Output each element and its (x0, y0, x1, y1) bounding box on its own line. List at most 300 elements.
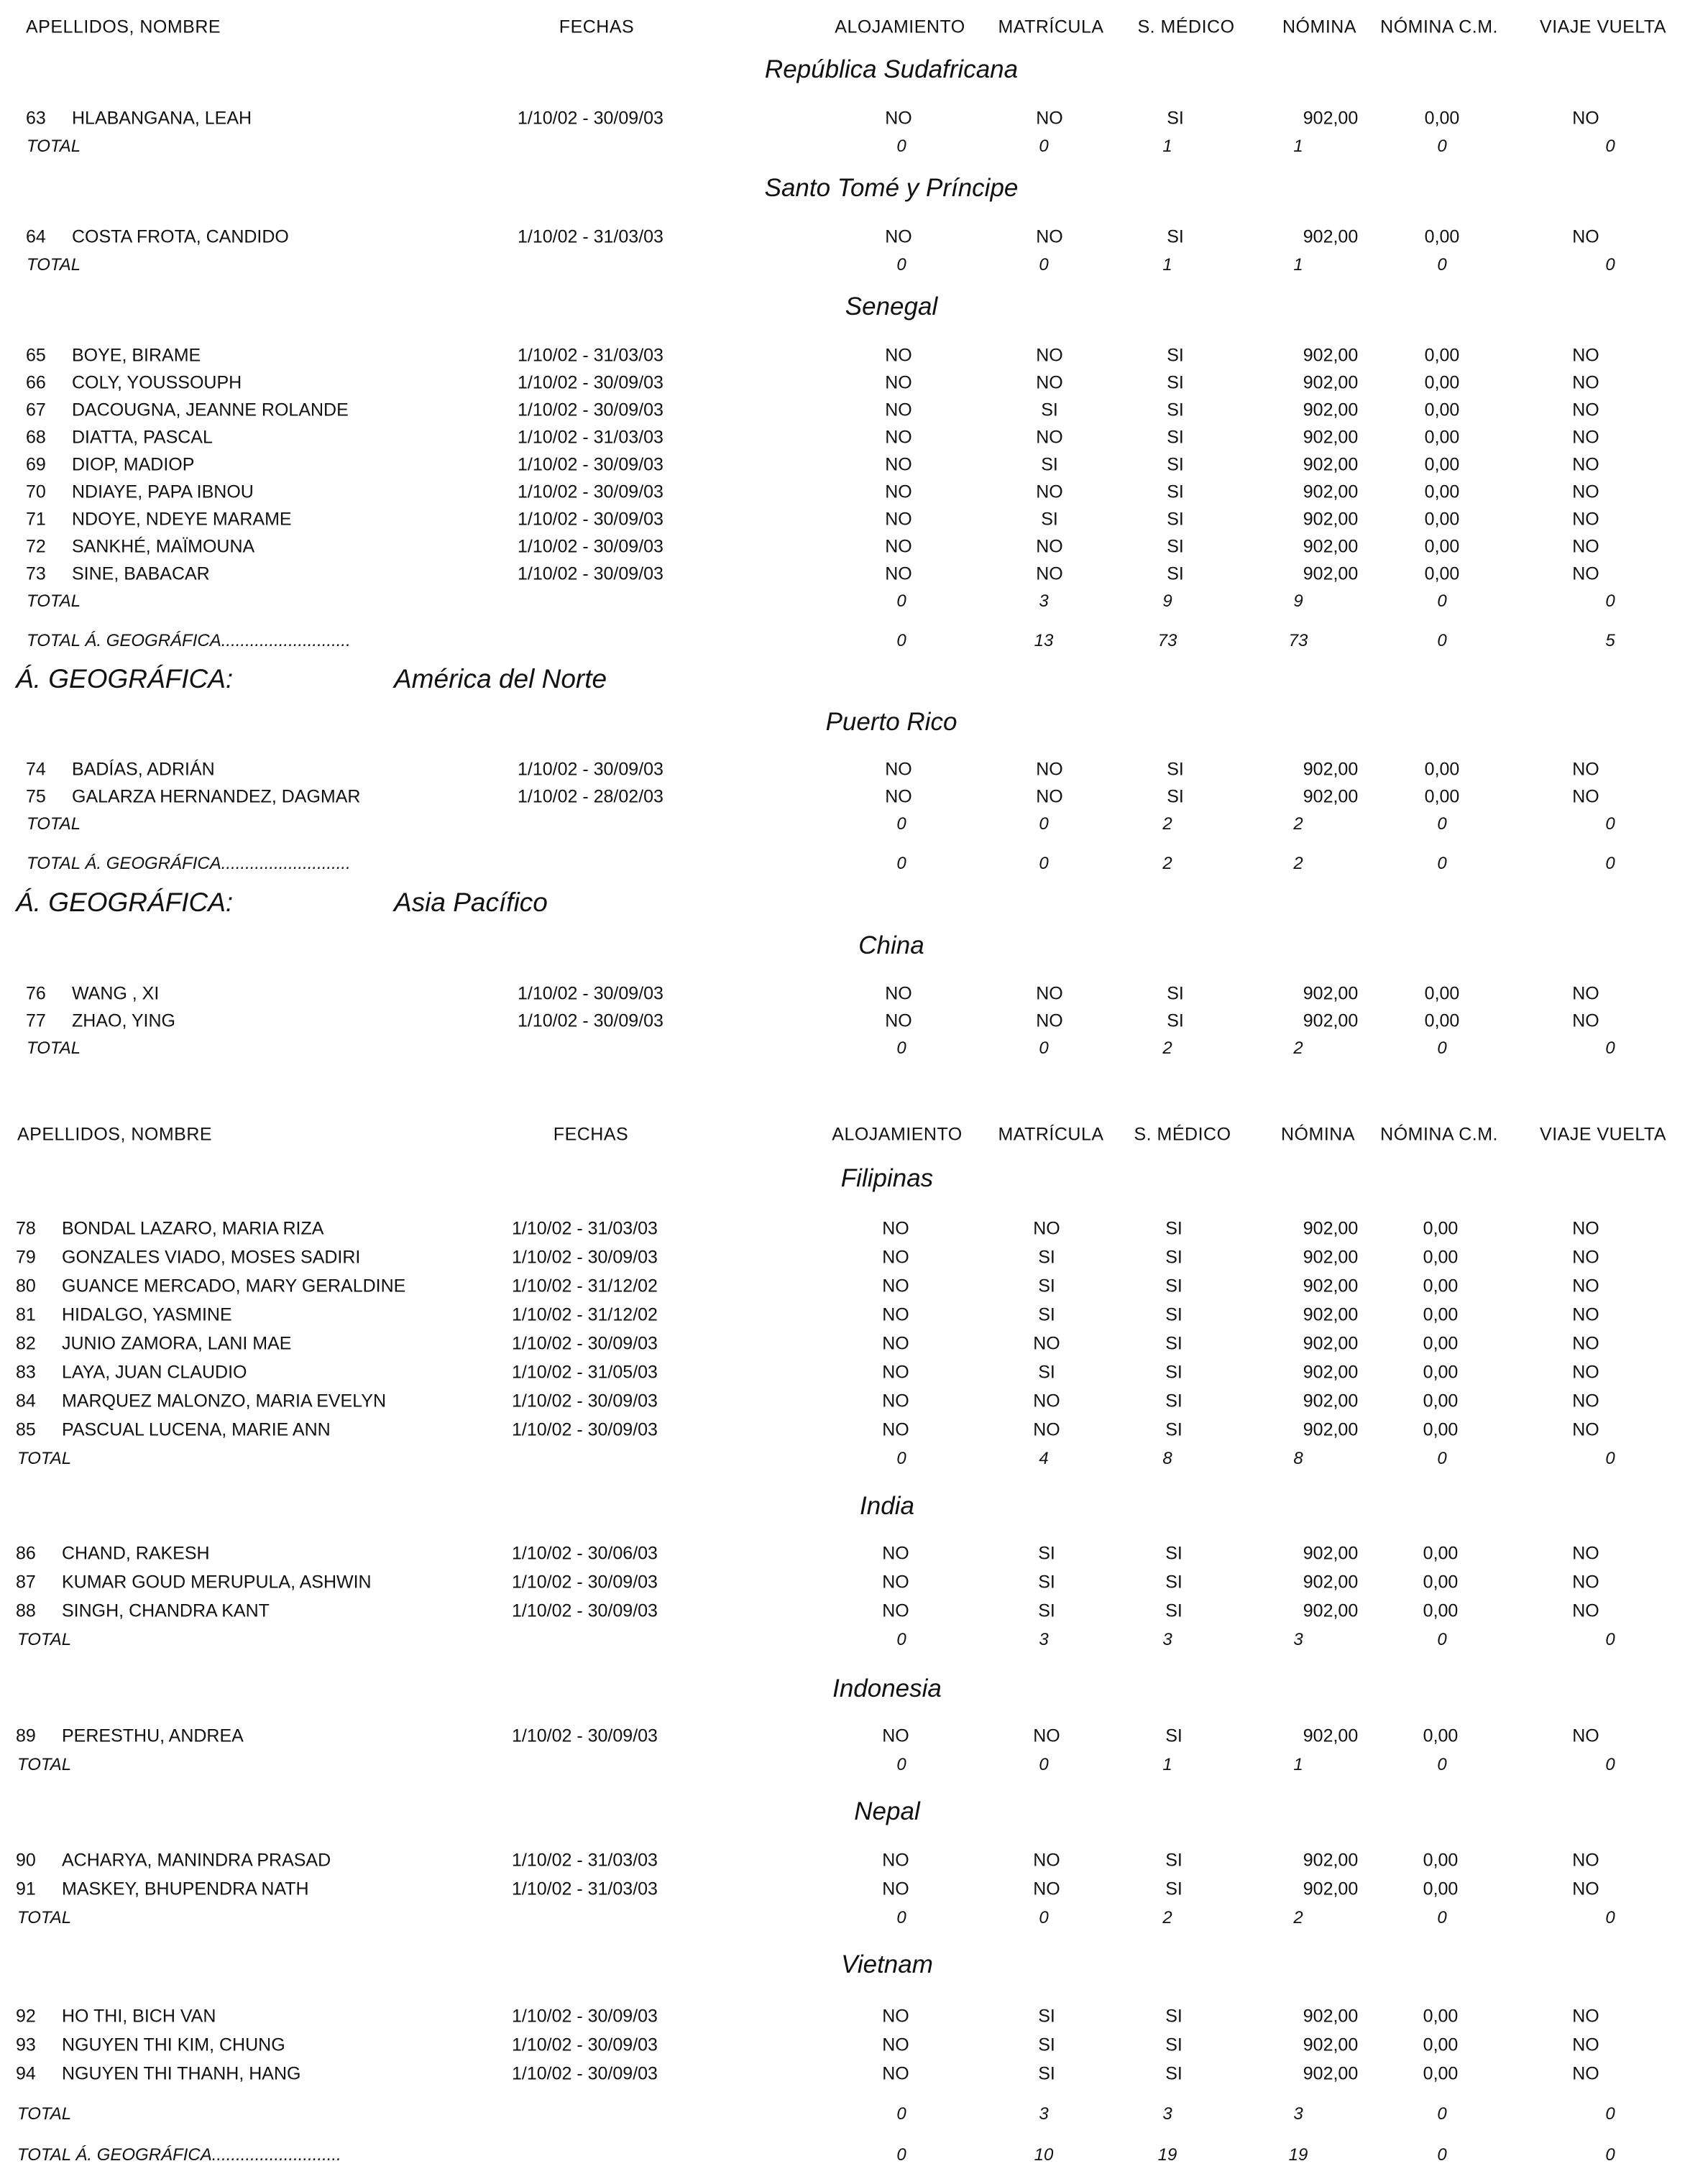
tuition-value: NO (1036, 108, 1063, 129)
medical-value: SI (1165, 1304, 1182, 1325)
return-trip-value: NO (1572, 1543, 1599, 1564)
country-name: India (860, 1492, 914, 1520)
table-row (0, 1597, 1690, 1626)
student-name: ACHARYA, MANINDRA PRASAD (62, 1850, 331, 1871)
country-total-row (0, 132, 1690, 161)
date-range: 1/10/02 - 30/09/03 (518, 1010, 663, 1031)
lodging-value: NO (882, 1543, 909, 1564)
total-value: 2 (1162, 814, 1172, 834)
row-number: 81 (16, 1304, 36, 1325)
row-number: 70 (26, 482, 46, 502)
medical-value: SI (1165, 2063, 1182, 2084)
row-number: 88 (16, 1600, 36, 1621)
country-total-row (0, 2100, 1690, 2129)
lodging-value: NO (882, 1218, 909, 1239)
country-total-row (0, 1904, 1690, 1932)
total-value: 0 (1605, 814, 1615, 834)
row-number: 79 (16, 1247, 36, 1268)
student-name: GUANCE MERCADO, MARY GERALDINE (62, 1276, 406, 1296)
table-row (0, 505, 1690, 534)
medical-value: SI (1165, 1600, 1182, 1621)
date-range: 1/10/02 - 30/09/03 (518, 509, 663, 530)
payroll-cm-value: 0,00 (1423, 2035, 1459, 2055)
payroll-value: 902,00 (1303, 509, 1359, 530)
student-name: SANKHÉ, MAÏMOUNA (72, 536, 255, 557)
medical-value: SI (1165, 1391, 1182, 1411)
total-label: TOTAL (27, 1038, 81, 1058)
table-row (0, 1875, 1690, 1904)
lodging-value: NO (885, 536, 912, 557)
header-tuition: MATRÍCULA (998, 1124, 1104, 1145)
table-row (0, 1387, 1690, 1416)
payroll-cm-value: 0,00 (1424, 786, 1460, 807)
student-name: MARQUEZ MALONZO, MARIA EVELYN (62, 1391, 387, 1411)
return-trip-value: NO (1572, 427, 1599, 448)
payroll-value: 902,00 (1303, 1362, 1359, 1383)
total-value: 2 (1293, 1908, 1303, 1927)
payroll-value: 902,00 (1303, 1304, 1359, 1325)
table-row (0, 1330, 1690, 1358)
date-range: 1/10/02 - 31/05/03 (512, 1362, 658, 1383)
payroll-cm-value: 0,00 (1424, 400, 1460, 420)
country-name: Puerto Rico (825, 708, 957, 736)
country-heading (0, 1161, 1690, 1197)
total-value: 0 (1437, 255, 1447, 275)
payroll-value: 902,00 (1303, 1276, 1359, 1296)
date-range: 1/10/02 - 30/09/03 (512, 1419, 658, 1440)
country-name: República Sudafricana (764, 55, 1019, 83)
total-value: 19 (1288, 2145, 1308, 2165)
row-number: 90 (16, 1850, 36, 1871)
area-total-row (0, 2141, 1690, 2170)
payroll-value: 902,00 (1303, 1419, 1359, 1440)
date-range: 1/10/02 - 30/09/03 (512, 1600, 658, 1621)
table-row (0, 755, 1690, 784)
return-trip-value: NO (1572, 786, 1599, 807)
country-total-row (0, 1034, 1690, 1063)
total-label: TOTAL (17, 1630, 72, 1649)
total-value: 0 (1437, 1038, 1447, 1058)
total-value: 0 (1039, 1908, 1049, 1927)
date-range: 1/10/02 - 30/09/03 (512, 2035, 658, 2055)
return-trip-value: NO (1572, 1419, 1599, 1440)
header-payroll-cm: NÓMINA C.M. (1380, 17, 1498, 37)
payroll-value: 902,00 (1303, 1543, 1359, 1564)
lodging-value: NO (885, 786, 912, 807)
total-value: 0 (1437, 854, 1447, 873)
student-name: NDIAYE, PAPA IBNOU (72, 482, 254, 502)
student-name: BOYE, BIRAME (72, 345, 201, 366)
tuition-value: NO (1033, 1879, 1060, 1899)
payroll-value: 902,00 (1303, 1247, 1359, 1268)
payroll-cm-value: 0,00 (1424, 563, 1460, 584)
lodging-value: NO (882, 1879, 909, 1899)
student-name: COLY, YOUSSOUPH (72, 372, 242, 393)
total-value: 0 (896, 1038, 906, 1058)
header-name: APELLIDOS, NOMBRE (17, 1124, 213, 1145)
return-trip-value: NO (1572, 563, 1599, 584)
row-number: 73 (26, 563, 46, 584)
row-number: 74 (26, 759, 46, 780)
table-row (0, 783, 1690, 811)
total-value: 2 (1293, 854, 1303, 873)
row-number: 78 (16, 1218, 36, 1239)
country-heading (0, 1671, 1690, 1707)
total-label: TOTAL (17, 1908, 72, 1927)
total-value: 0 (896, 814, 906, 834)
row-number: 75 (26, 786, 46, 807)
total-value: 3 (1039, 1630, 1049, 1649)
payroll-cm-value: 0,00 (1424, 536, 1460, 557)
total-value: 0 (896, 137, 906, 156)
tuition-value: NO (1036, 983, 1063, 1004)
payroll-value: 902,00 (1303, 372, 1359, 393)
return-trip-value: NO (1572, 372, 1599, 393)
lodging-value: NO (882, 2006, 909, 2027)
table-row (0, 1272, 1690, 1301)
total-value: 3 (1162, 1630, 1172, 1649)
payroll-value: 902,00 (1303, 1600, 1359, 1621)
tuition-value: SI (1038, 1276, 1055, 1296)
header-name: APELLIDOS, NOMBRE (26, 17, 221, 37)
medical-value: SI (1167, 536, 1184, 557)
country-total-row (0, 251, 1690, 280)
total-value: 0 (1605, 255, 1615, 275)
row-number: 84 (16, 1391, 36, 1411)
date-range: 1/10/02 - 31/03/03 (518, 427, 663, 448)
medical-value: SI (1165, 1333, 1182, 1354)
area-name: América del Norte (394, 664, 607, 694)
tuition-value: SI (1038, 1600, 1055, 1621)
date-range: 1/10/02 - 30/09/03 (512, 2006, 658, 2027)
return-trip-value: NO (1572, 1247, 1599, 1268)
payroll-cm-value: 0,00 (1424, 1010, 1460, 1031)
lodging-value: NO (882, 1362, 909, 1383)
payroll-cm-value: 0,00 (1424, 509, 1460, 530)
student-name: HO THI, BICH VAN (62, 2006, 216, 2027)
date-range: 1/10/02 - 30/09/03 (518, 759, 663, 780)
payroll-value: 902,00 (1303, 427, 1359, 448)
total-value: 2 (1162, 1038, 1172, 1058)
table-row (0, 341, 1690, 370)
medical-value: SI (1165, 1850, 1182, 1871)
lodging-value: NO (885, 400, 912, 420)
payroll-cm-value: 0,00 (1424, 427, 1460, 448)
lodging-value: NO (885, 427, 912, 448)
row-number: 63 (26, 108, 46, 129)
area-name: Asia Pacífico (394, 888, 548, 917)
tuition-value: SI (1041, 400, 1058, 420)
date-range: 1/10/02 - 30/09/03 (518, 108, 663, 129)
payroll-value: 902,00 (1303, 759, 1359, 780)
payroll-cm-value: 0,00 (1424, 482, 1460, 502)
header-dates: FECHAS (559, 17, 635, 37)
total-label: TOTAL (27, 814, 81, 834)
column-header-row (0, 1120, 1690, 1149)
student-name: HLABANGANA, LEAH (72, 108, 252, 129)
row-number: 68 (26, 427, 46, 448)
date-range: 1/10/02 - 31/12/02 (512, 1276, 658, 1296)
lodging-value: NO (885, 509, 912, 530)
country-name: Vietnam (841, 1950, 933, 1978)
tuition-value: NO (1036, 226, 1063, 247)
medical-value: SI (1167, 563, 1184, 584)
table-row (0, 223, 1690, 252)
date-range: 1/10/02 - 30/09/03 (518, 454, 663, 475)
medical-value: SI (1165, 1218, 1182, 1239)
return-trip-value: NO (1572, 983, 1599, 1004)
row-number: 91 (16, 1879, 36, 1899)
header-payroll: NÓMINA (1281, 1124, 1355, 1145)
row-number: 86 (16, 1543, 36, 1564)
total-value: 4 (1039, 1449, 1049, 1468)
tuition-value: SI (1038, 1247, 1055, 1268)
student-name: PERESTHU, ANDREA (62, 1725, 244, 1746)
medical-value: SI (1165, 1419, 1182, 1440)
country-heading (0, 52, 1690, 88)
payroll-value: 902,00 (1303, 1391, 1359, 1411)
country-name: China (858, 931, 924, 959)
tuition-value: SI (1041, 509, 1058, 530)
return-trip-value: NO (1572, 108, 1599, 129)
total-value: 1 (1293, 137, 1303, 156)
total-value: 9 (1162, 591, 1172, 611)
total-value: 0 (896, 2104, 906, 2124)
lodging-value: NO (882, 1850, 909, 1871)
student-name: DACOUGNA, JEANNE ROLANDE (72, 400, 349, 420)
return-trip-value: NO (1572, 1333, 1599, 1354)
lodging-value: NO (885, 1010, 912, 1031)
payroll-cm-value: 0,00 (1423, 1572, 1459, 1593)
medical-value: SI (1167, 509, 1184, 530)
payroll-value: 902,00 (1303, 482, 1359, 502)
total-value: 2 (1293, 814, 1303, 834)
country-heading (0, 928, 1690, 964)
row-number: 93 (16, 2035, 36, 2055)
payroll-cm-value: 0,00 (1423, 1725, 1459, 1746)
total-value: 2 (1162, 854, 1172, 873)
payroll-cm-value: 0,00 (1423, 1218, 1459, 1239)
date-range: 1/10/02 - 30/09/03 (512, 1247, 658, 1268)
payroll-cm-value: 0,00 (1423, 1850, 1459, 1871)
row-number: 65 (26, 345, 46, 366)
total-value: 0 (1605, 137, 1615, 156)
table-row (0, 1301, 1690, 1330)
row-number: 92 (16, 2006, 36, 2027)
student-name: BADÍAS, ADRIÁN (72, 759, 215, 780)
total-value: 0 (1437, 1449, 1447, 1468)
table-row (0, 396, 1690, 425)
student-name: NDOYE, NDEYE MARAME (72, 509, 292, 530)
row-number: 71 (26, 509, 46, 530)
medical-value: SI (1165, 2006, 1182, 2027)
table-row (0, 533, 1690, 561)
date-range: 1/10/02 - 30/09/03 (512, 1333, 658, 1354)
student-name: MASKEY, BHUPENDRA NATH (62, 1879, 309, 1899)
medical-value: SI (1167, 427, 1184, 448)
tuition-value: NO (1033, 1391, 1060, 1411)
country-total-row (0, 810, 1690, 839)
payroll-cm-value: 0,00 (1423, 1543, 1459, 1564)
payroll-value: 902,00 (1303, 983, 1359, 1004)
table-row (0, 1243, 1690, 1272)
total-value: 0 (896, 1908, 906, 1927)
total-value: 2 (1293, 1038, 1303, 1058)
payroll-value: 902,00 (1303, 1725, 1359, 1746)
total-value: 0 (896, 255, 906, 275)
total-value: 0 (896, 631, 906, 650)
student-name: NGUYEN THI KIM, CHUNG (62, 2035, 285, 2055)
payroll-value: 902,00 (1303, 400, 1359, 420)
tuition-value: SI (1041, 454, 1058, 475)
payroll-value: 902,00 (1303, 1850, 1359, 1871)
row-number: 89 (16, 1725, 36, 1746)
row-number: 72 (26, 536, 46, 557)
payroll-value: 902,00 (1303, 786, 1359, 807)
payroll-cm-value: 0,00 (1423, 1276, 1459, 1296)
lodging-value: NO (882, 1600, 909, 1621)
total-value: 0 (896, 1630, 906, 1649)
row-number: 67 (26, 400, 46, 420)
column-header-row (0, 13, 1690, 42)
student-name: COSTA FROTA, CANDIDO (72, 226, 289, 247)
return-trip-value: NO (1572, 2063, 1599, 2084)
tuition-value: NO (1036, 427, 1063, 448)
medical-value: SI (1167, 226, 1184, 247)
payroll-value: 902,00 (1303, 1010, 1359, 1031)
row-number: 85 (16, 1419, 36, 1440)
total-value: 0 (1605, 1038, 1615, 1058)
return-trip-value: NO (1572, 345, 1599, 366)
medical-value: SI (1165, 1276, 1182, 1296)
total-value: 1 (1293, 1755, 1303, 1774)
total-value: 0 (1605, 1908, 1615, 1927)
row-number: 64 (26, 226, 46, 247)
total-label: TOTAL (27, 137, 81, 156)
table-row (0, 423, 1690, 452)
total-value: 0 (1039, 1755, 1049, 1774)
date-range: 1/10/02 - 31/03/03 (512, 1218, 658, 1239)
table-row (0, 1215, 1690, 1243)
total-value: 3 (1039, 2104, 1049, 2124)
total-value: 0 (1605, 1630, 1615, 1649)
total-value: 0 (1605, 2145, 1615, 2165)
table-row (0, 1568, 1690, 1597)
return-trip-value: NO (1572, 536, 1599, 557)
lodging-value: NO (882, 2035, 909, 2055)
header-lodging: ALOJAMIENTO (835, 17, 965, 37)
lodging-value: NO (885, 482, 912, 502)
total-value: 0 (1437, 1755, 1447, 1774)
payroll-cm-value: 0,00 (1424, 454, 1460, 475)
row-number: 76 (26, 983, 46, 1004)
country-heading (0, 170, 1690, 206)
payroll-cm-value: 0,00 (1423, 1879, 1459, 1899)
medical-value: SI (1165, 1725, 1182, 1746)
total-value: 0 (1437, 631, 1447, 650)
tuition-value: NO (1036, 563, 1063, 584)
payroll-cm-value: 0,00 (1424, 983, 1460, 1004)
table-row (0, 451, 1690, 479)
student-name: NGUYEN THI THANH, HANG (62, 2063, 301, 2084)
tuition-value: NO (1036, 345, 1063, 366)
area-total-row (0, 627, 1690, 655)
return-trip-value: NO (1572, 2035, 1599, 2055)
total-value: 0 (896, 2145, 906, 2165)
table-row (0, 2031, 1690, 2060)
lodging-value: NO (885, 345, 912, 366)
tuition-value: NO (1036, 536, 1063, 557)
lodging-value: NO (882, 1419, 909, 1440)
country-name: Indonesia (832, 1674, 942, 1702)
medical-value: SI (1167, 1010, 1184, 1031)
payroll-cm-value: 0,00 (1423, 2006, 1459, 2027)
medical-value: SI (1165, 1362, 1182, 1383)
lodging-value: NO (882, 1247, 909, 1268)
table-row (0, 369, 1690, 397)
payroll-value: 902,00 (1303, 1333, 1359, 1354)
total-value: 0 (1437, 814, 1447, 834)
country-total-row (0, 1445, 1690, 1473)
row-number: 82 (16, 1333, 36, 1354)
country-heading (0, 1794, 1690, 1830)
lodging-value: NO (885, 372, 912, 393)
total-value: 0 (1039, 255, 1049, 275)
total-value: 8 (1162, 1449, 1172, 1468)
total-value: 0 (896, 591, 906, 611)
return-trip-value: NO (1572, 1850, 1599, 1871)
country-total-row (0, 1626, 1690, 1654)
total-value: 0 (1605, 591, 1615, 611)
total-value: 0 (1605, 1449, 1615, 1468)
total-value: 0 (1437, 137, 1447, 156)
table-row (0, 1007, 1690, 1036)
total-label: TOTAL (17, 2104, 72, 2124)
payroll-cm-value: 0,00 (1424, 345, 1460, 366)
total-value: 73 (1157, 631, 1177, 650)
date-range: 1/10/02 - 30/09/03 (518, 400, 663, 420)
payroll-cm-value: 0,00 (1423, 1391, 1459, 1411)
country-heading (0, 1488, 1690, 1524)
total-value: 0 (1039, 137, 1049, 156)
table-row (0, 478, 1690, 507)
tuition-value: SI (1038, 2063, 1055, 2084)
total-value: 73 (1288, 631, 1308, 650)
medical-value: SI (1167, 345, 1184, 366)
return-trip-value: NO (1572, 1010, 1599, 1031)
student-name: DIATTA, PASCAL (72, 427, 213, 448)
total-label: TOTAL (27, 591, 81, 611)
lodging-value: NO (882, 1333, 909, 1354)
table-row (0, 1358, 1690, 1387)
header-dates: FECHAS (553, 1124, 629, 1145)
return-trip-value: NO (1572, 1362, 1599, 1383)
table-row (0, 2002, 1690, 2031)
country-total-row (0, 587, 1690, 616)
tuition-value: NO (1033, 1218, 1060, 1239)
student-name: DIOP, MADIOP (72, 454, 195, 475)
date-range: 1/10/02 - 30/09/03 (518, 482, 663, 502)
lodging-value: NO (882, 1572, 909, 1593)
payroll-cm-value: 0,00 (1424, 372, 1460, 393)
country-total-row (0, 1751, 1690, 1779)
total-value: 3 (1039, 591, 1049, 611)
total-value: 0 (1039, 814, 1049, 834)
table-row (0, 560, 1690, 589)
date-range: 1/10/02 - 30/09/03 (512, 2063, 658, 2084)
return-trip-value: NO (1572, 1725, 1599, 1746)
tuition-value: SI (1038, 1304, 1055, 1325)
